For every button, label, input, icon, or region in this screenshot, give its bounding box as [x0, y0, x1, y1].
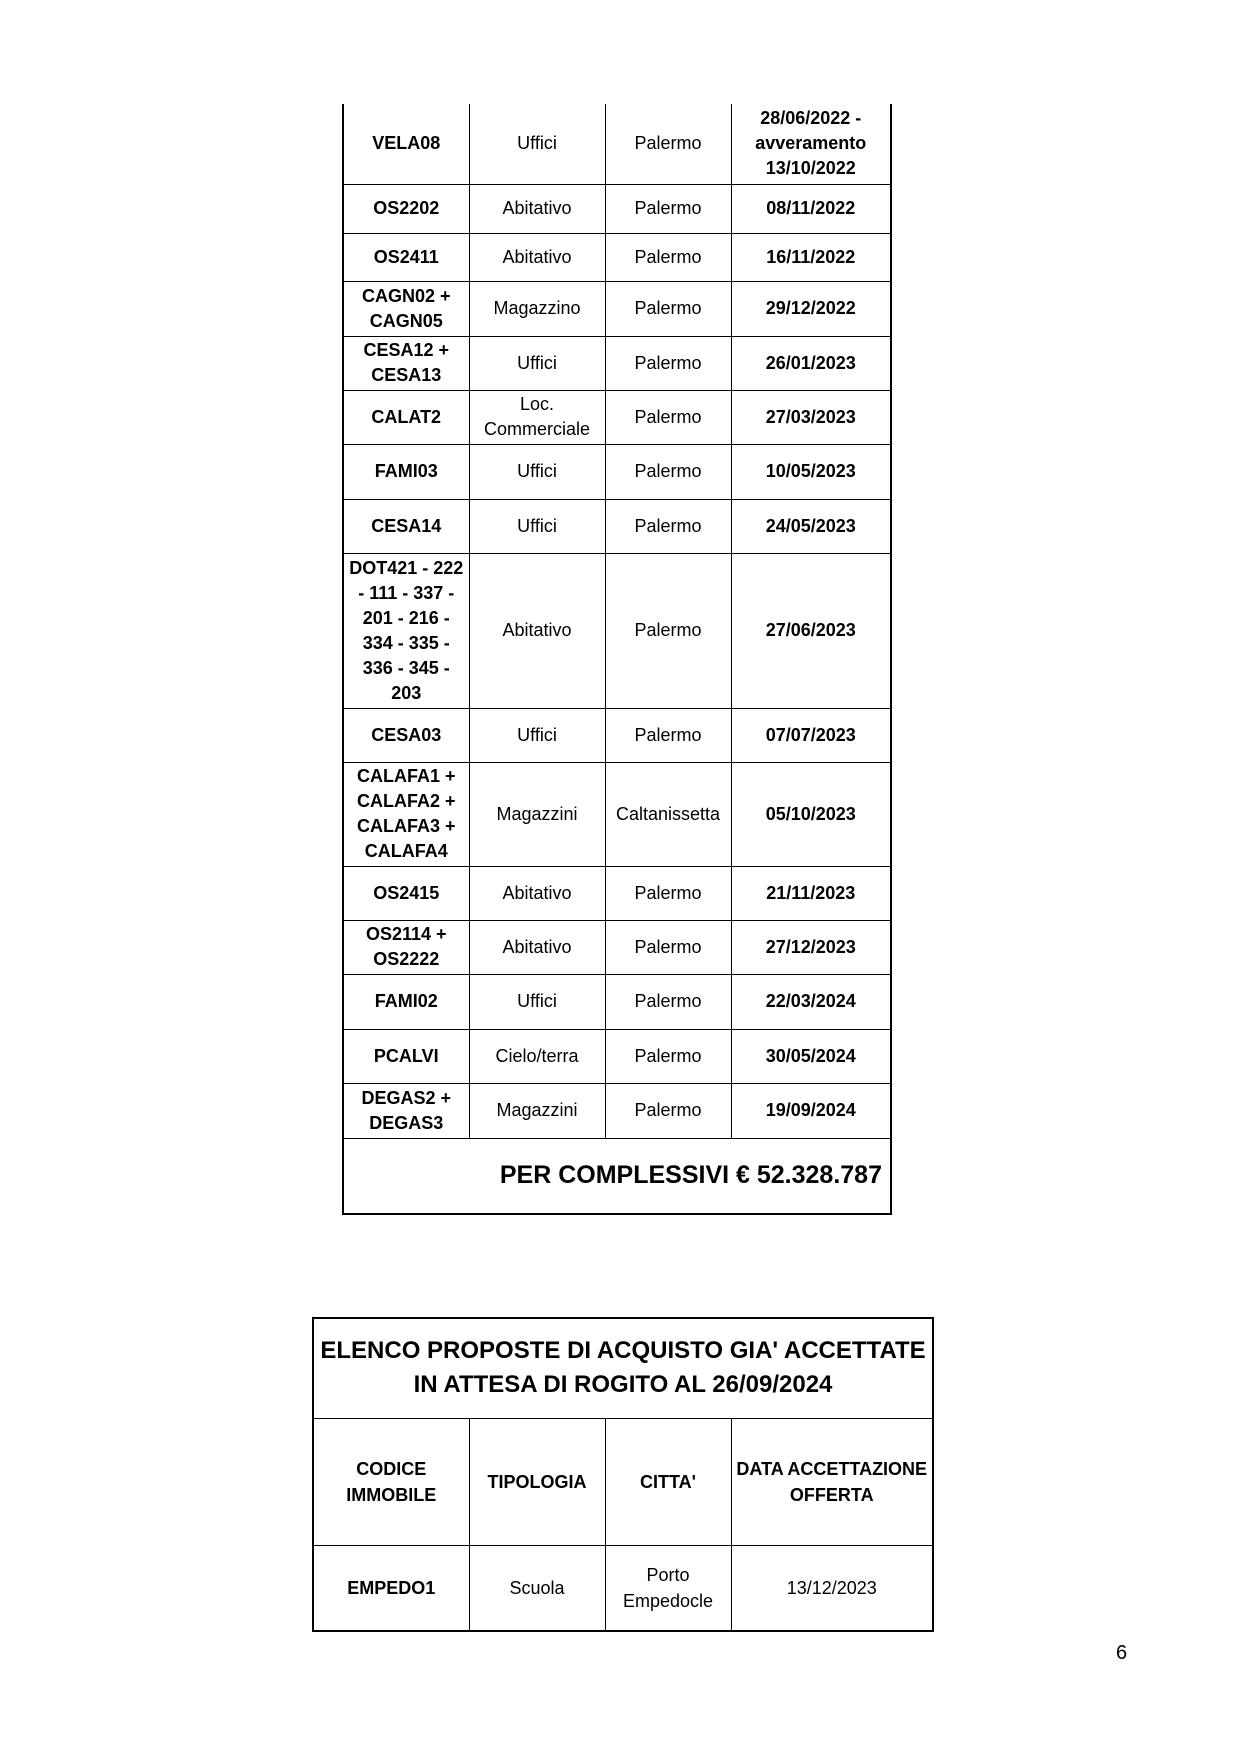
property-date: 29/12/2022	[731, 281, 891, 336]
property-code: CAGN02 + CAGN05	[343, 281, 469, 336]
property-code: PCALVI	[343, 1029, 469, 1083]
property-type: Uffici	[469, 336, 605, 390]
property-type: Magazzino	[469, 281, 605, 336]
property-code: OS2114 + OS2222	[343, 920, 469, 974]
table-row	[343, 1029, 891, 1083]
table-row	[343, 553, 891, 708]
table-header-row	[313, 1418, 933, 1545]
property-city: Palermo	[605, 920, 731, 974]
property-code: CALAT2	[343, 390, 469, 444]
property-code: OS2202	[343, 184, 469, 233]
sold-properties-table	[342, 104, 892, 1215]
table-row	[313, 1545, 933, 1631]
property-date: 30/05/2024	[731, 1029, 891, 1083]
property-date: 07/07/2023	[731, 708, 891, 762]
table-row	[343, 499, 891, 553]
property-date: 13/12/2023	[731, 1545, 933, 1631]
header-type: TIPOLOGIA	[469, 1418, 605, 1545]
property-city: Palermo	[605, 866, 731, 920]
property-type: Abitativo	[469, 553, 605, 708]
property-code: DEGAS2 + DEGAS3	[343, 1083, 469, 1138]
property-type: Abitativo	[469, 233, 605, 281]
property-type: Uffici	[469, 974, 605, 1029]
property-type: Magazzini	[469, 1083, 605, 1138]
property-code: FAMI03	[343, 444, 469, 499]
property-code: FAMI02	[343, 974, 469, 1029]
property-type: Uffici	[469, 104, 605, 184]
property-date: 27/06/2023	[731, 553, 891, 708]
property-city: Palermo	[605, 1029, 731, 1083]
property-type: Abitativo	[469, 184, 605, 233]
property-city: Palermo	[605, 184, 731, 233]
property-code: OS2411	[343, 233, 469, 281]
property-type: Uffici	[469, 444, 605, 499]
table-row	[343, 104, 891, 184]
property-date: 19/09/2024	[731, 1083, 891, 1138]
table-row	[343, 866, 891, 920]
property-city: Palermo	[605, 336, 731, 390]
pending-offers-table	[312, 1317, 934, 1632]
table-row	[343, 390, 891, 444]
header-code: CODICE IMMOBILE	[313, 1418, 469, 1545]
property-type: Abitativo	[469, 920, 605, 974]
table-row	[343, 444, 891, 499]
property-date: 21/11/2023	[731, 866, 891, 920]
table-row	[343, 708, 891, 762]
property-type: Abitativo	[469, 866, 605, 920]
property-date: 24/05/2023	[731, 499, 891, 553]
property-date: 27/03/2023	[731, 390, 891, 444]
header-city: CITTA'	[605, 1418, 731, 1545]
property-date: 10/05/2023	[731, 444, 891, 499]
page-number: 6	[1116, 1642, 1128, 1664]
total-amount: PER COMPLESSIVI € 52.328.787	[343, 1138, 891, 1214]
table-title: ELENCO PROPOSTE DI ACQUISTO GIA' ACCETTATE IN ATTESA DI ROGITO AL 26/09/2024	[313, 1318, 933, 1418]
property-code: OS2415	[343, 866, 469, 920]
property-date: 27/12/2023	[731, 920, 891, 974]
property-date: 22/03/2024	[731, 974, 891, 1029]
header-date: DATA ACCETTAZIONE OFFERTA	[731, 1418, 933, 1545]
property-city: Palermo	[605, 553, 731, 708]
property-date: 16/11/2022	[731, 233, 891, 281]
table-row	[343, 336, 891, 390]
property-city: Palermo	[605, 233, 731, 281]
total-row	[343, 1138, 891, 1214]
property-date: 05/10/2023	[731, 762, 891, 866]
table-row	[343, 974, 891, 1029]
property-city: Palermo	[605, 708, 731, 762]
property-date: 28/06/2022 - avveramento 13/10/2022	[731, 104, 891, 184]
table-row	[343, 762, 891, 866]
property-code: VELA08	[343, 104, 469, 184]
property-type: Magazzini	[469, 762, 605, 866]
property-code: EMPEDO1	[313, 1545, 469, 1631]
property-code: DOT421 - 222 - 111 - 337 - 201 - 216 - 334 - 335 - 336 - 345 - 203	[343, 553, 469, 708]
property-date: 26/01/2023	[731, 336, 891, 390]
table-row	[343, 184, 891, 233]
table-row	[343, 920, 891, 974]
property-date: 08/11/2022	[731, 184, 891, 233]
property-city: Porto Empedocle	[605, 1545, 731, 1631]
property-city: Palermo	[605, 390, 731, 444]
table-row	[343, 1083, 891, 1138]
property-type: Uffici	[469, 499, 605, 553]
table-row	[343, 233, 891, 281]
property-type: Loc. Commerciale	[469, 390, 605, 444]
property-code: CALAFA1 + CALAFA2 + CALAFA3 + CALAFA4	[343, 762, 469, 866]
property-code: CESA03	[343, 708, 469, 762]
table-title-row	[313, 1318, 933, 1418]
property-city: Palermo	[605, 1083, 731, 1138]
property-code: CESA12 + CESA13	[343, 336, 469, 390]
property-city: Palermo	[605, 499, 731, 553]
property-city: Palermo	[605, 281, 731, 336]
table-row	[343, 281, 891, 336]
property-city: Caltanissetta	[605, 762, 731, 866]
property-city: Palermo	[605, 974, 731, 1029]
property-type: Scuola	[469, 1545, 605, 1631]
property-type: Uffici	[469, 708, 605, 762]
property-city: Palermo	[605, 104, 731, 184]
property-code: CESA14	[343, 499, 469, 553]
property-type: Cielo/terra	[469, 1029, 605, 1083]
property-city: Palermo	[605, 444, 731, 499]
